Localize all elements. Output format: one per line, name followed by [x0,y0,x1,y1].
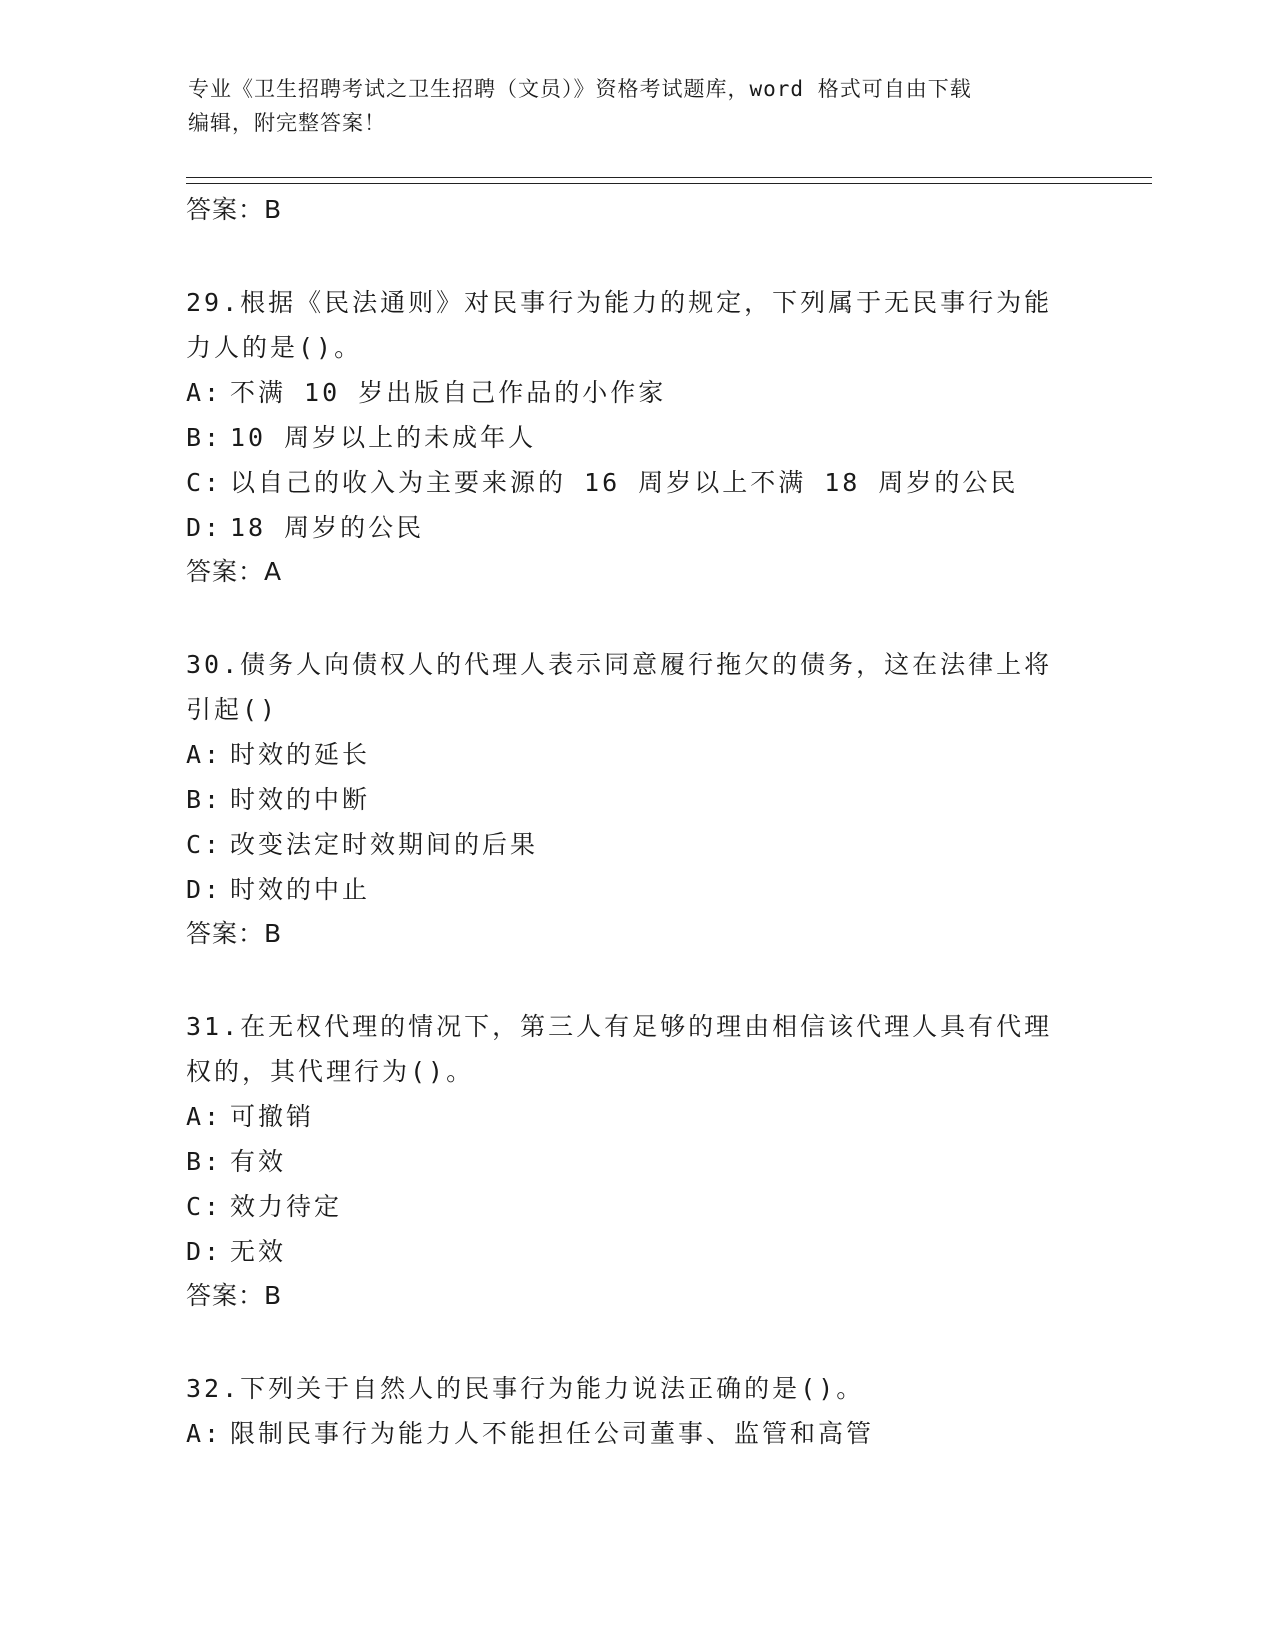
option-b [186,777,1086,822]
question-stem: 31.在无权代理的情况下，第三人有足够的理由相信该代理人具有代理 [186,1012,1053,1041]
option-text: 时效的中断 [230,785,371,814]
question-31 [186,1004,1086,1318]
question-stem: 32.下列关于自然人的民事行为能力说法正确的是()。 [186,1374,865,1403]
option-key: C: [186,468,223,497]
option-key: C: [186,1192,223,1221]
option-text: 时效的中止 [230,875,371,904]
option-text: 18 周岁的公民 [230,513,425,542]
option-key: D: [186,875,223,904]
option-text: 10 周岁以上的未成年人 [230,423,537,452]
option-c [186,822,1086,867]
document-body [186,188,1086,1456]
option-a [186,1411,1086,1456]
option-text: 有效 [230,1147,287,1176]
answer-line: 答案：B [186,1281,283,1310]
option-d [186,867,1086,912]
option-key: A: [186,1102,223,1131]
question-stem-continued: 引起() [186,695,279,724]
option-key: C: [186,830,223,859]
answer-line: 答案：B [186,195,283,224]
option-key: A: [186,740,223,769]
question-32 [186,1366,1086,1456]
question-stem-continued: 力人的是()。 [186,333,363,362]
question-29 [186,280,1086,594]
question-stem: 29.根据《民法通则》对民事行为能力的规定，下列属于无民事行为能 [186,288,1053,317]
option-text: 时效的延长 [230,740,371,769]
question-stem: 30.债务人向债权人的代理人表示同意履行拖欠的债务，这在法律上将 [186,650,1053,679]
option-a [186,732,1086,777]
option-key: D: [186,1237,223,1266]
option-d [186,505,1086,550]
option-a [186,370,1086,415]
answer-line: 答案：B [186,919,283,948]
option-b [186,415,1086,460]
question-stem-continued: 权的，其代理行为()。 [186,1057,475,1086]
option-text: 无效 [230,1237,287,1266]
option-c [186,460,1086,505]
option-text: 以自己的收入为主要来源的 16 周岁以上不满 18 周岁的公民 [230,468,1019,497]
header-line-1: 专业《卫生招聘考试之卫生招聘（文员）》资格考试题库，word 格式可自由下载 [188,77,972,101]
header-line-2: 编辑，附完整答案！ [188,111,386,135]
header-divider [186,177,1152,184]
option-key: D: [186,513,223,542]
option-text: 效力待定 [230,1192,343,1221]
question-30 [186,642,1086,956]
option-text: 不满 10 岁出版自己作品的小作家 [230,378,667,407]
option-text: 可撤销 [230,1102,315,1131]
option-key: B: [186,785,223,814]
option-key: B: [186,1147,223,1176]
page-header [188,72,1088,140]
option-key: B: [186,423,223,452]
option-text: 改变法定时效期间的后果 [230,830,539,859]
option-key: A: [186,1419,223,1448]
option-b [186,1139,1086,1184]
option-text: 限制民事行为能力人不能担任公司董事、监管和高管 [230,1419,875,1448]
option-a [186,1094,1086,1139]
option-c [186,1184,1086,1229]
option-d [186,1229,1086,1274]
option-key: A: [186,378,223,407]
answer-line: 答案：A [186,557,283,586]
